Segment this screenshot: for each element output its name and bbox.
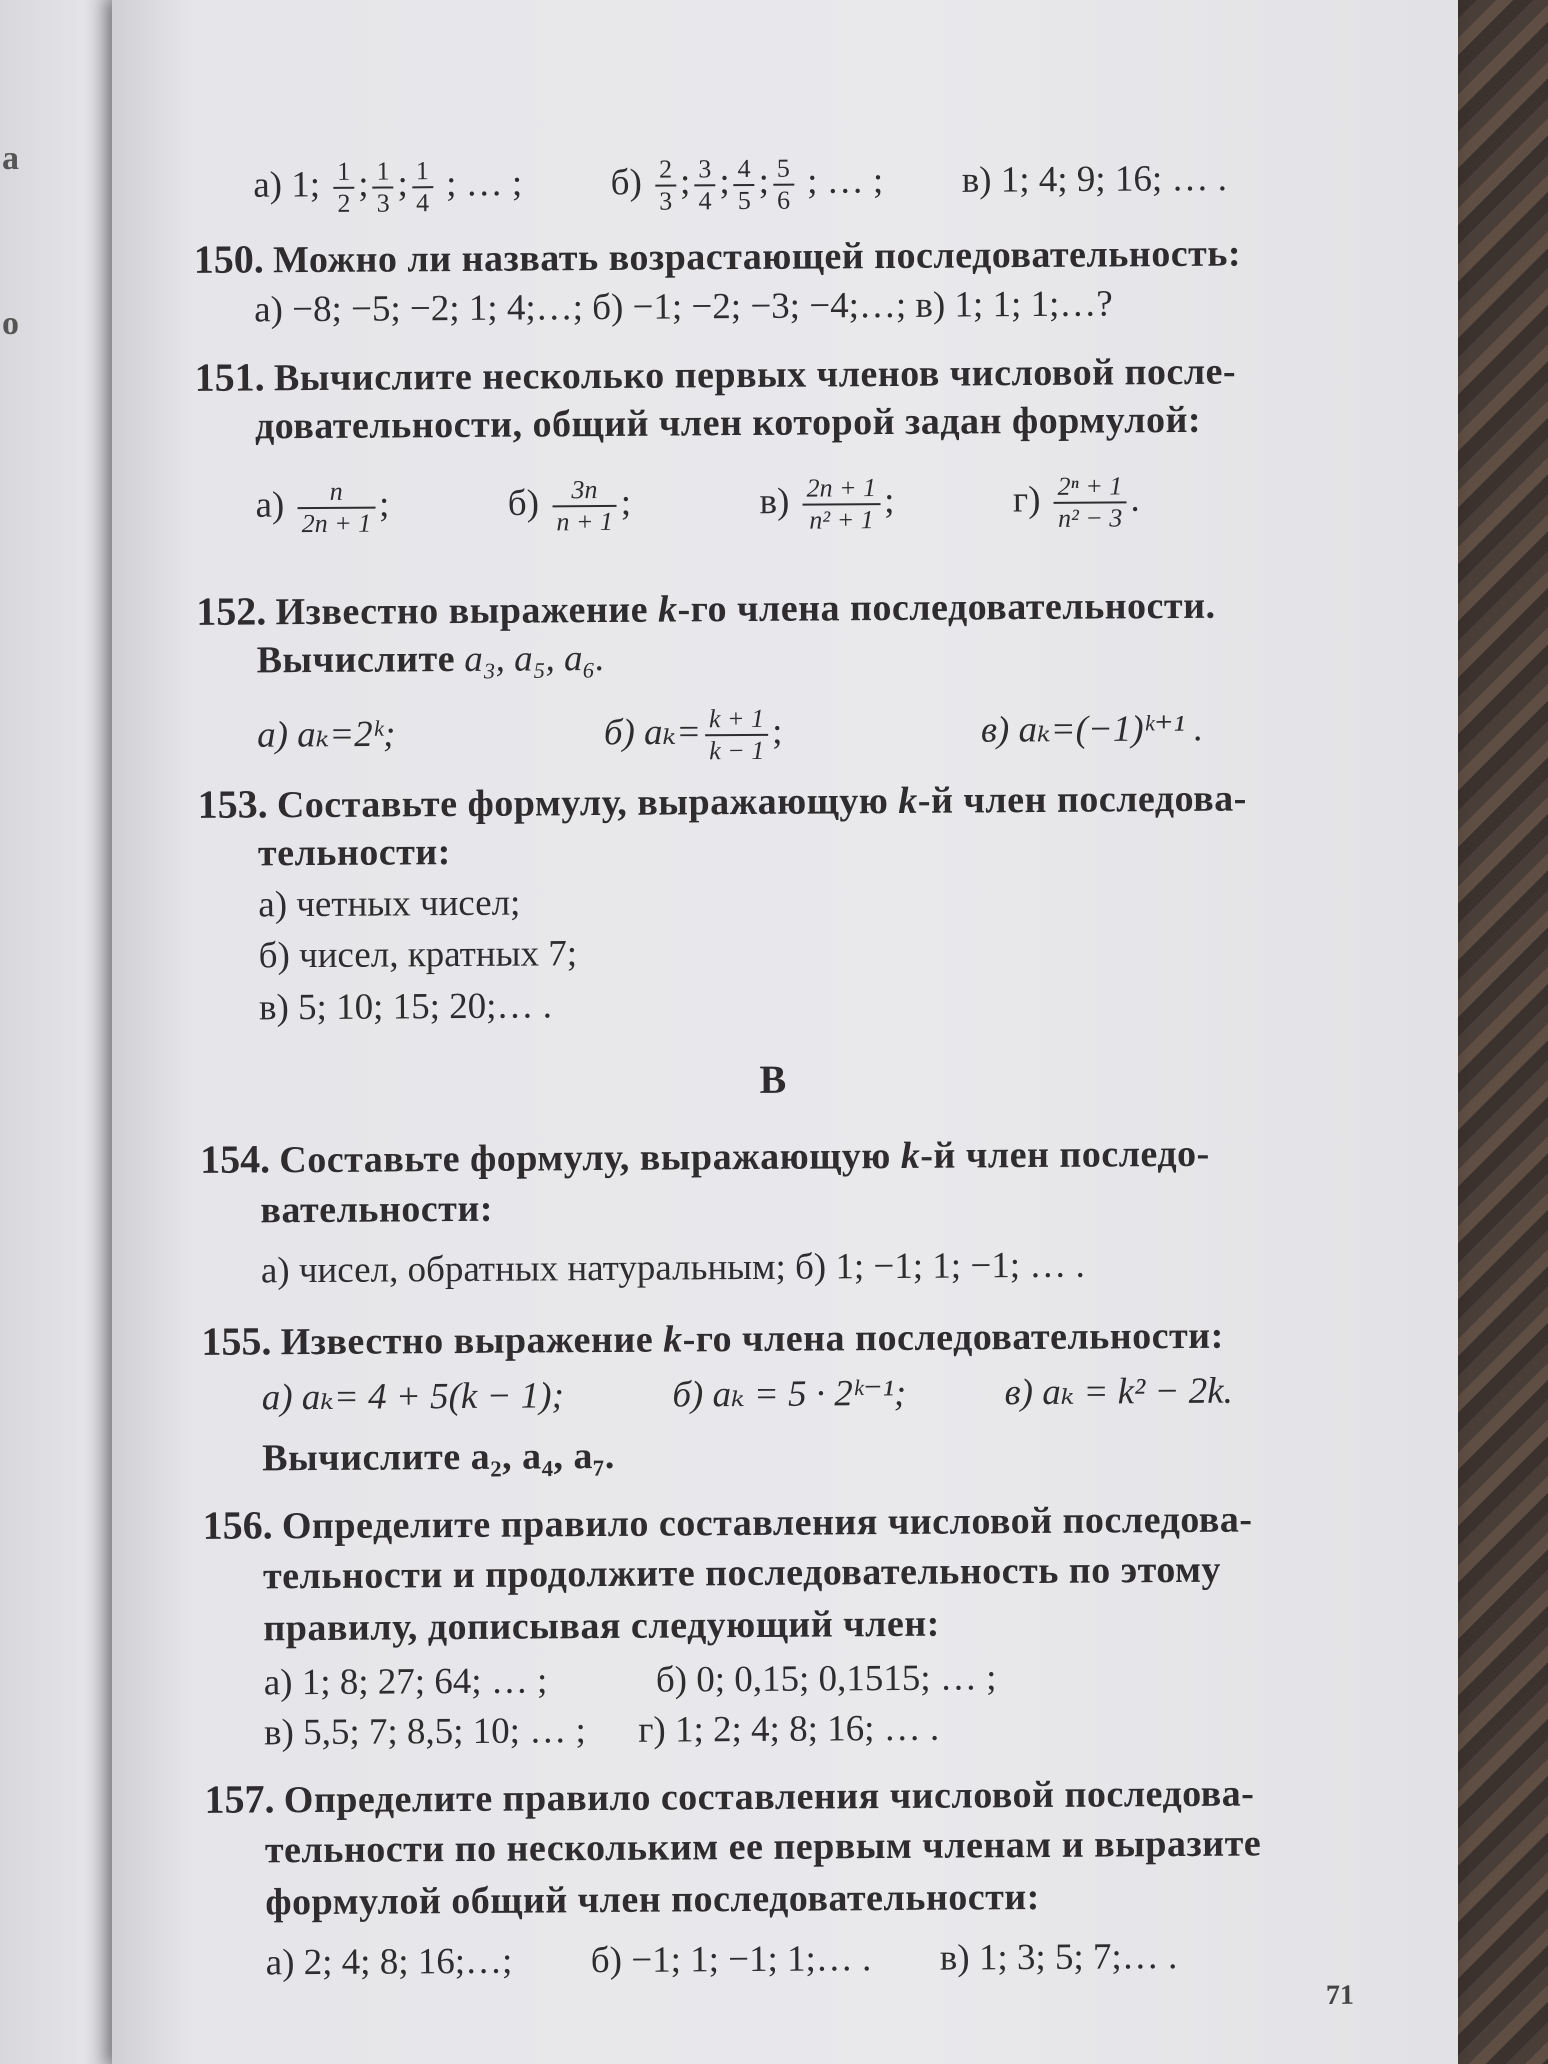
problem-152-line2 <box>256 637 605 682</box>
fraction <box>297 477 375 539</box>
problem-156-line2 <box>262 1548 1222 1598</box>
separator: ; <box>397 163 409 205</box>
numerator: 5 <box>773 154 794 186</box>
option-a: а) четных чисел; <box>258 882 521 926</box>
problem-151-statement <box>194 351 1236 398</box>
numerator: 1 <box>333 157 354 189</box>
section-label: В <box>759 1056 787 1102</box>
option-a-fractions <box>329 156 437 218</box>
problem-151-line2 <box>254 398 1202 448</box>
option-a-label: а) 1; <box>253 164 321 206</box>
problem-text: Составьте формулу, выражающую <box>276 779 899 827</box>
problem-text: вательности: <box>260 1187 494 1232</box>
fraction <box>705 704 769 766</box>
option-a: а) aₖ= 4 + 5(k − 1); <box>261 1375 565 1419</box>
problem-text: довательности, общий член которой задан формулой: <box>254 398 1202 448</box>
separator: ; <box>679 161 691 203</box>
problem-155-statement <box>201 1315 1224 1362</box>
option-a: а) aₖ=2ᵏ; <box>256 713 396 756</box>
problem-text: -го члена последовательности. <box>677 584 1216 631</box>
problem-152-options <box>257 701 1203 769</box>
problem-155-options <box>261 1370 1234 1419</box>
separator: ; <box>771 711 783 753</box>
variable-k: k <box>662 1318 683 1361</box>
problem-156-line3 <box>263 1602 940 1650</box>
fraction <box>733 154 754 216</box>
denominator: n² + 1 <box>809 505 874 535</box>
numerator: 2n + 1 <box>802 473 880 505</box>
problem-157-line2 <box>264 1822 1262 1872</box>
option-b: б) чисел, кратных 7; <box>258 933 578 977</box>
denominator: n + 1 <box>556 506 614 537</box>
denominator: 3 <box>376 188 390 218</box>
problem-149-options <box>253 151 1227 220</box>
problem-151-options <box>255 471 1140 539</box>
denominator: k − 1 <box>709 735 765 766</box>
variable-k: k <box>898 779 918 822</box>
denominator: 2 <box>337 188 351 218</box>
problem-text: -й член последо- <box>920 1132 1210 1177</box>
option-a-tail: ; … ; <box>445 162 523 205</box>
denominator: 2n + 1 <box>301 508 372 538</box>
option-b: б) aₖ = 5 · 2ᵏ⁻¹; <box>672 1372 907 1416</box>
problem-text: -го члена последовательности: <box>682 1314 1224 1361</box>
problem-153-option-a <box>258 882 521 926</box>
fraction <box>372 156 393 218</box>
option-b-label: б) <box>507 482 540 525</box>
separator: ; <box>378 483 390 525</box>
option-c: в) aₖ=(−1)ᵏ⁺¹ . <box>980 708 1204 751</box>
problem-text: -й член последова- <box>917 777 1247 822</box>
option-a-label: а) <box>255 484 285 526</box>
problem-153-line2 <box>257 831 452 875</box>
problem-number: 150. <box>193 236 264 282</box>
numerator: 4 <box>733 154 754 186</box>
separator: . <box>1130 478 1140 520</box>
option-a: а) 1; 8; 27; 64; … ; <box>263 1660 548 1704</box>
problem-text: Составьте формулу, выражающую <box>279 1134 901 1182</box>
problem-number: 154. <box>199 1136 271 1182</box>
fraction <box>694 154 715 216</box>
problem-text: Вычислите <box>256 638 456 682</box>
problem-options: а) чисел, обратных натуральным; б) 1; −1; 1; −1; … . <box>260 1244 1085 1292</box>
problem-157-line3 <box>265 1875 1040 1924</box>
option-c-label: в) <box>759 481 790 523</box>
numerator: 2ⁿ + 1 <box>1054 471 1127 503</box>
option-d: г) 1; 2; 4; 8; 16; … . <box>638 1707 940 1751</box>
variable-k: k <box>900 1134 921 1177</box>
option-c: в) aₖ = k² − 2k. <box>1004 1370 1234 1414</box>
problem-number: 157. <box>204 1776 275 1822</box>
problem-text: Вычислите a₂, a₄, a₇. <box>262 1434 615 1480</box>
fraction <box>412 156 433 218</box>
numerator: 3n <box>552 475 617 507</box>
separator: ; <box>358 164 369 206</box>
denominator: 4 <box>415 188 430 218</box>
separator: ; <box>758 161 770 203</box>
fraction <box>1054 471 1127 533</box>
option-c: в) 5; 10; 15; 20;… . <box>258 985 553 1029</box>
denominator: 5 <box>737 185 751 215</box>
option-d-label: г) <box>1012 479 1041 521</box>
denominator: 3 <box>659 186 673 216</box>
page-content <box>172 0 1406 2064</box>
problem-156-statement <box>202 1498 1253 1548</box>
problem-156-options-row1 <box>263 1657 997 1704</box>
problem-153-statement <box>197 778 1246 825</box>
left-page-edge <box>0 0 120 2064</box>
option-c: в) 5,5; 7; 8,5; 10; … ; <box>263 1710 586 1754</box>
option-b: б) −1; 1; −1; 1;… . <box>590 1938 872 1982</box>
problem-text: тельности и продолжите последовательность по этому <box>262 1548 1222 1598</box>
numerator: 3 <box>694 154 715 186</box>
fraction <box>552 475 617 537</box>
numerator: 1 <box>372 156 393 188</box>
option-b-label: б) aₖ= <box>603 711 702 754</box>
problem-155-line3 <box>262 1434 615 1480</box>
option-b-tail: ; … ; <box>807 160 884 202</box>
problem-150-statement <box>194 233 1241 280</box>
problem-number: 151. <box>194 354 265 400</box>
option-a: а) 2; 4; 8; 16;…; <box>265 1940 513 1984</box>
problem-150-options <box>254 283 1113 331</box>
option-c: в) 1; 4; 9; 16; … . <box>961 158 1228 201</box>
option-b-fractions <box>651 153 798 216</box>
problem-text: правилу, дописывая следующий член: <box>263 1602 940 1650</box>
edge-glyph: о <box>2 305 19 342</box>
page-number: 71 <box>1325 1979 1355 2011</box>
problem-text: Известно выражение <box>280 1318 664 1364</box>
fraction <box>333 157 354 219</box>
problem-156-options-row2 <box>263 1707 940 1754</box>
problem-text: Известно выражение <box>275 588 659 634</box>
problem-options: а) −8; −5; −2; 1; 4;…; б) −1; −2; −3; −4;…; в) 1; 1; 1;…? <box>254 283 1113 331</box>
problem-text: Определите правило составления числовой последова- <box>281 1498 1253 1548</box>
problem-154-options <box>260 1244 1085 1292</box>
denominator: 4 <box>698 186 712 216</box>
problem-157-options <box>265 1936 1178 1984</box>
problem-152-statement <box>196 585 1216 632</box>
problem-text: Определите правило составления числовой последова- <box>283 1772 1255 1822</box>
option-b-label: б) <box>610 162 642 204</box>
problem-number: 156. <box>202 1502 273 1548</box>
numerator: 1 <box>412 156 433 188</box>
separator: ; <box>719 161 730 203</box>
option-b: б) 0; 0,15; 0,1515; … ; <box>655 1657 997 1701</box>
problem-153-option-c <box>258 985 553 1029</box>
fraction <box>773 154 794 216</box>
numerator: 2 <box>655 154 676 186</box>
separator: ; <box>620 482 632 524</box>
problem-number: 152. <box>196 588 267 634</box>
problem-text: Можно ли назвать возрастающей последовательность: <box>272 232 1242 282</box>
separator: ; <box>884 480 895 522</box>
problem-153-option-b <box>258 933 578 977</box>
problem-157-statement <box>204 1772 1255 1822</box>
problem-text: тельности по нескольким ее первым членам и выразите <box>264 1822 1262 1872</box>
numerator: n <box>297 477 375 509</box>
problem-number: 155. <box>201 1318 272 1364</box>
textbook-page <box>112 0 1458 2064</box>
fraction <box>802 473 880 535</box>
fraction <box>655 154 676 216</box>
problem-154-statement <box>200 1133 1210 1180</box>
variables: a₃, a₅, a₆. <box>464 637 605 680</box>
variable-k: k <box>657 588 678 631</box>
problem-text: формулой общий член последовательности: <box>265 1875 1040 1924</box>
denominator: 6 <box>776 185 791 215</box>
option-c: в) 1; 3; 5; 7;… . <box>939 1936 1178 1979</box>
denominator: n² − 3 <box>1057 503 1123 533</box>
numerator: k + 1 <box>705 704 768 736</box>
edge-glyph: а <box>2 140 19 177</box>
problem-154-line2 <box>260 1187 494 1232</box>
problem-number: 153. <box>197 781 268 827</box>
problem-text: Вычислите несколько первых членов числовой после- <box>273 350 1237 400</box>
problem-text: тельности: <box>257 831 452 875</box>
